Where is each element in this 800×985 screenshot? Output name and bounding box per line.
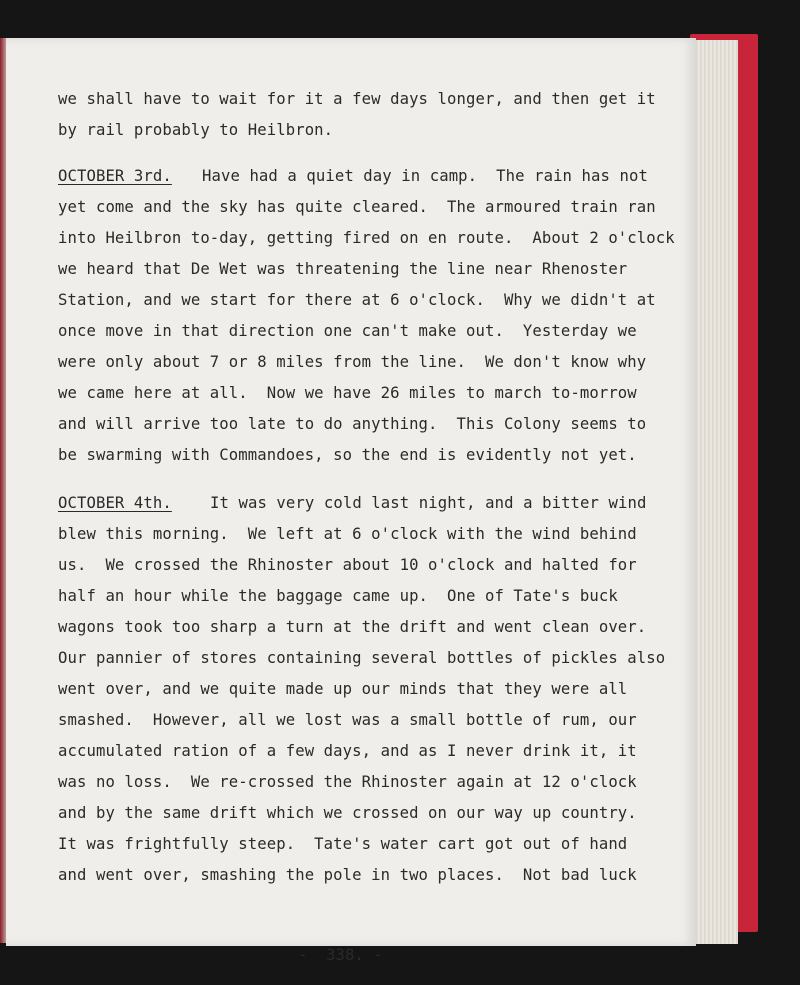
page-number: - 338. - <box>298 946 383 964</box>
text-line: and went over, smashing the pole in two places. Not bad luck <box>58 866 637 884</box>
text-line: Have had a quiet day in camp. The rain has not <box>202 167 648 185</box>
text-line: It was very cold last night, and a bitter wind <box>210 494 647 512</box>
text-line: into Heilbron to-day, getting fired on en route. About 2 o'clock <box>58 229 675 247</box>
text-line: and by the same drift which we crossed on our way up country. <box>58 804 637 822</box>
entry-date-oct-4: OCTOBER 4th. <box>58 494 172 512</box>
text-line: we heard that De Wet was threatening the line near Rhenoster <box>58 260 628 278</box>
text-line: Our pannier of stores containing several bottles of pickles also <box>58 649 666 667</box>
text-line: Station, and we start for there at 6 o'clock. Why we didn't at <box>58 291 656 309</box>
typed-page <box>6 38 696 964</box>
text-line: and will arrive too late to do anything. This Colony seems to <box>58 415 647 433</box>
text-line: was no loss. We re-crossed the Rhinoster again at 12 o'clock <box>58 773 637 791</box>
text-line: smashed. However, all we lost was a small bottle of rum, our <box>58 711 637 729</box>
text-line: were only about 7 or 8 miles from the line. We don't know why <box>58 353 647 371</box>
text-line: wagons took too sharp a turn at the drift and went clean over. <box>58 618 647 636</box>
text-line: be swarming with Commandoes, so the end is evidently not yet. <box>58 446 637 464</box>
text-line: once move in that direction one can't make out. Yesterday we <box>58 322 637 340</box>
text-line: went over, and we quite made up our minds that they were all <box>58 680 628 698</box>
text-line: we shall have to wait for it a few days longer, and then get it <box>58 90 656 108</box>
text-line: half an hour while the baggage came up. One of Tate's buck <box>58 587 618 605</box>
text-line: we came here at all. Now we have 26 miles to march to-morrow <box>58 384 637 402</box>
text-line: blew this morning. We left at 6 o'clock with the wind behind <box>58 525 637 543</box>
text-line: accumulated ration of a few days, and as I never drink it, it <box>58 742 637 760</box>
entry-date-oct-3: OCTOBER 3rd. <box>58 167 172 185</box>
text-line: by rail probably to Heilbron. <box>58 121 334 139</box>
text-line: yet come and the sky has quite cleared. The armoured train ran <box>58 198 656 216</box>
text-line: It was frightfully steep. Tate's water cart got out of hand <box>58 835 628 853</box>
text-line: us. We crossed the Rhinoster about 10 o'clock and halted for <box>58 556 637 574</box>
